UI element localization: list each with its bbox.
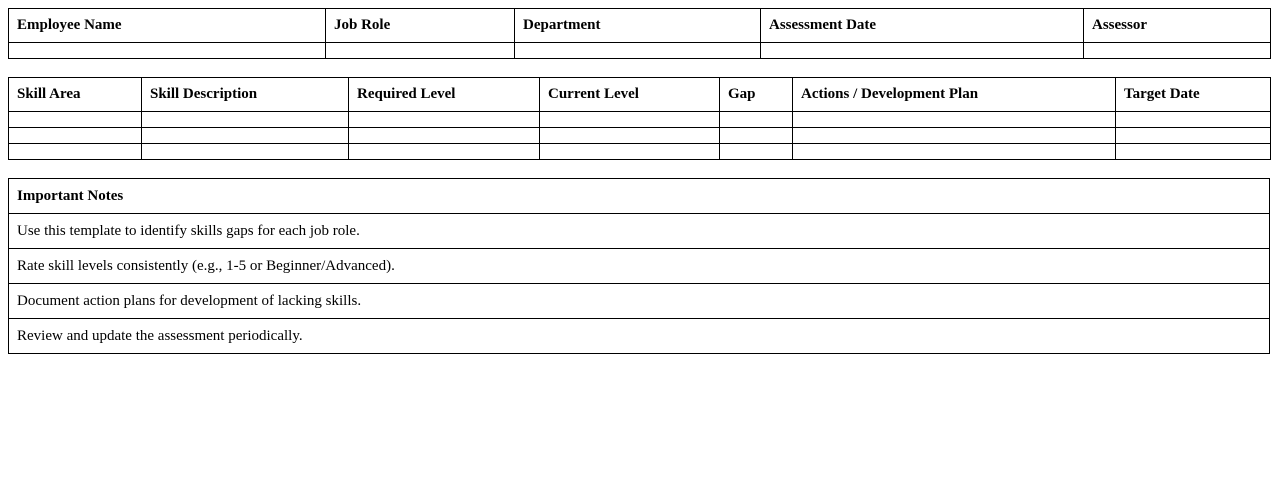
employee-info-entry-row [9,43,1271,59]
actions-plan-cell[interactable] [793,112,1116,128]
list-item [9,319,1270,354]
table-row [9,144,1271,160]
skill-area-cell[interactable] [9,128,142,144]
current-level-cell[interactable] [540,112,720,128]
employee-info-table [8,8,1271,59]
department-cell[interactable] [515,43,761,59]
col-assessment-date: Assessment Date [761,9,1084,43]
list-item [9,214,1270,249]
important-notes-table [8,178,1270,354]
gap-cell[interactable] [720,144,793,160]
note-text: Document action plans for development of lacking skills. [9,284,1270,319]
note-text: Use this template to identify skills gaps for each job role. [9,214,1270,249]
skill-description-cell[interactable] [142,128,349,144]
required-level-cell[interactable] [349,128,540,144]
skill-description-cell[interactable] [142,144,349,160]
employee-name-cell[interactable] [9,43,326,59]
skill-description-cell[interactable] [142,112,349,128]
list-item [9,284,1270,319]
required-level-cell[interactable] [349,112,540,128]
actions-plan-cell[interactable] [793,144,1116,160]
skills-header-row [9,78,1271,112]
target-date-cell[interactable] [1116,112,1271,128]
note-text: Rate skill levels consistently (e.g., 1-5 or Beginner/Advanced). [9,249,1270,284]
col-required-level: Required Level [349,78,540,112]
assessment-date-cell[interactable] [761,43,1084,59]
col-assessor: Assessor [1084,9,1271,43]
col-current-level: Current Level [540,78,720,112]
target-date-cell[interactable] [1116,128,1271,144]
col-actions-development-plan: Actions / Development Plan [793,78,1116,112]
required-level-cell[interactable] [349,144,540,160]
gap-cell[interactable] [720,112,793,128]
table-row [9,128,1271,144]
notes-header-row [9,179,1270,214]
job-role-cell[interactable] [326,43,515,59]
actions-plan-cell[interactable] [793,128,1116,144]
col-skill-description: Skill Description [142,78,349,112]
target-date-cell[interactable] [1116,144,1271,160]
notes-title: Important Notes [9,179,1270,214]
skill-area-cell[interactable] [9,144,142,160]
employee-info-header-row [9,9,1271,43]
table-row [9,112,1271,128]
skill-area-cell[interactable] [9,112,142,128]
skills-gap-table [8,77,1271,160]
current-level-cell[interactable] [540,128,720,144]
list-item [9,249,1270,284]
col-target-date: Target Date [1116,78,1271,112]
note-text: Review and update the assessment periodically. [9,319,1270,354]
current-level-cell[interactable] [540,144,720,160]
assessor-cell[interactable] [1084,43,1271,59]
col-gap: Gap [720,78,793,112]
col-skill-area: Skill Area [9,78,142,112]
gap-cell[interactable] [720,128,793,144]
col-department: Department [515,9,761,43]
col-employee-name: Employee Name [9,9,326,43]
col-job-role: Job Role [326,9,515,43]
